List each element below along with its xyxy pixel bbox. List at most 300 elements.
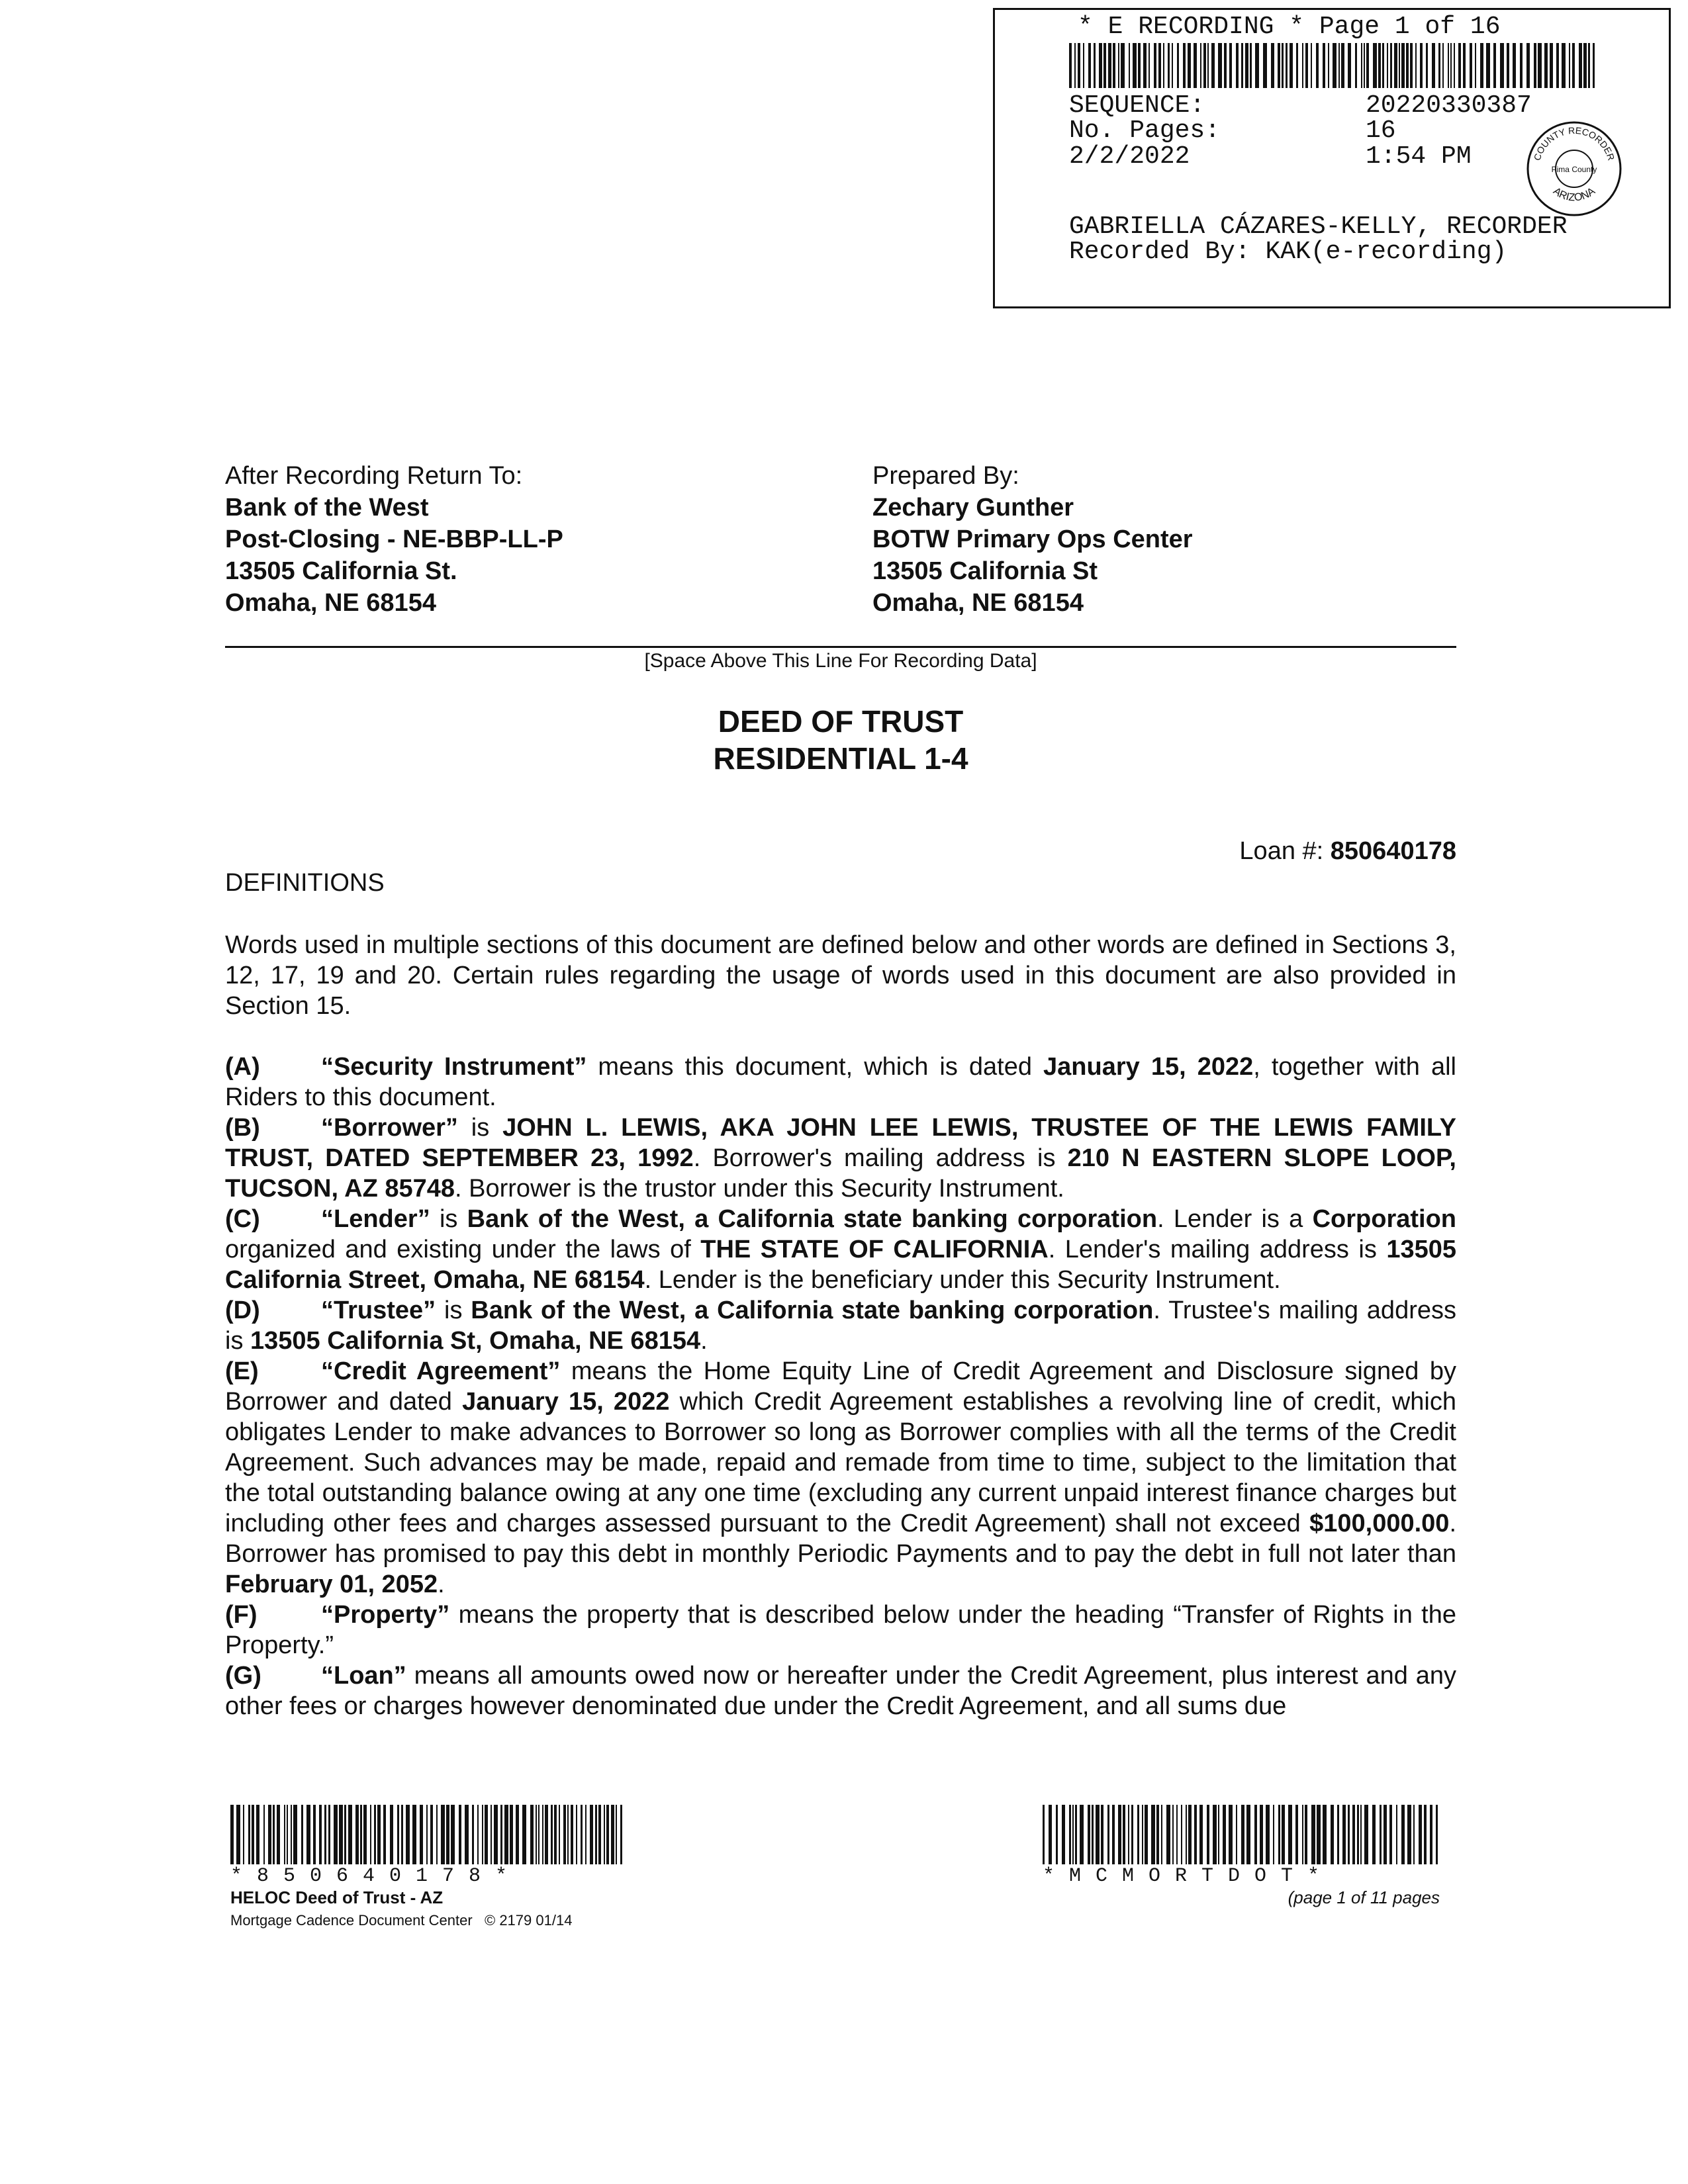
- definitions-heading: DEFINITIONS: [225, 869, 385, 897]
- barcode-bar: [390, 1805, 393, 1864]
- barcode-bar: [1305, 1805, 1307, 1864]
- barcode-bar: [551, 1805, 553, 1864]
- barcode-bar: [1229, 1805, 1233, 1864]
- barcode-bar: [611, 1805, 614, 1864]
- barcode-bar: [1168, 43, 1170, 88]
- barcode-bar: [1118, 1805, 1121, 1864]
- title-line-1: DEED OF TRUST: [718, 704, 964, 739]
- seal-bottom-text: ARIZONA: [1551, 185, 1597, 204]
- barcode-bar: [504, 1805, 508, 1864]
- maturity-date: February 01, 2052: [225, 1570, 438, 1598]
- barcode-bar: [1188, 1805, 1192, 1864]
- agreement-date: January 15, 2022: [462, 1388, 670, 1416]
- barcode-bar: [236, 1805, 240, 1864]
- barcode-bar: [1588, 43, 1590, 88]
- barcode-bar: [1337, 1805, 1339, 1864]
- barcode-bar: [1366, 43, 1369, 88]
- barcode-bar: [1507, 43, 1509, 88]
- barcode-bar: [436, 1805, 438, 1864]
- barcode-bar: [1463, 43, 1466, 88]
- definition-text: is: [457, 1114, 503, 1142]
- document-title: [225, 703, 1456, 777]
- return-to-block: [225, 460, 563, 619]
- recording-space-divider: [225, 646, 1456, 648]
- barcode-bar: [1338, 43, 1340, 88]
- barcode-bar: [1361, 43, 1362, 88]
- barcode-bar: [1078, 43, 1080, 88]
- sequence-value: 20220330387: [1366, 91, 1532, 120]
- return-to-line: Bank of the West: [225, 494, 429, 522]
- footer-right: [1043, 1805, 1440, 1908]
- loan-barcode: [230, 1805, 628, 1864]
- barcode-bar: [1129, 43, 1130, 88]
- barcode-bar: [581, 1805, 583, 1864]
- defined-term: “Borrower”: [321, 1114, 458, 1142]
- barcode-bar: [620, 1805, 622, 1864]
- barcode-bar: [1154, 43, 1156, 88]
- lender-state: THE STATE OF CALIFORNIA: [700, 1236, 1049, 1263]
- barcode-bar: [1430, 1805, 1432, 1864]
- barcode-bar: [1166, 1805, 1170, 1864]
- barcode-bar: [1181, 1805, 1182, 1864]
- barcode-bar: [1254, 1805, 1257, 1864]
- barcode-bar: [545, 1805, 548, 1864]
- barcode-bar: [1396, 1805, 1397, 1864]
- barcode-bar: [1534, 43, 1536, 88]
- barcode-bar: [344, 1805, 346, 1864]
- barcode-bar: [1364, 1805, 1368, 1864]
- definition-label: (A): [225, 1053, 260, 1081]
- definition-text: . Lender's mailing address is: [1048, 1236, 1387, 1263]
- barcode-bar: [567, 1805, 569, 1864]
- barcode-bar: [1569, 43, 1570, 88]
- recording-header: * E RECORDING * Page 1 of 16: [1078, 13, 1501, 41]
- barcode-bar: [1172, 43, 1173, 88]
- barcode-bar: [1088, 1805, 1090, 1864]
- barcode-bar: [1382, 43, 1384, 88]
- barcode-bar: [1323, 1805, 1327, 1864]
- barcode-bar: [1364, 43, 1365, 88]
- defined-term: “Credit Agreement”: [321, 1357, 561, 1385]
- barcode-bar: [360, 1805, 362, 1864]
- barcode-bar: [1273, 1805, 1274, 1864]
- form-number: © 2179 01/14: [485, 1912, 573, 1929]
- intro-paragraph: Words used in multiple sections of this document are defined below and other words are defined in Sections 3, 12, 17, 19 and 20. Certain rules regarding the usage of words used in this document are also provided in Section 15.: [225, 931, 1456, 1020]
- barcode-bar: [1203, 43, 1206, 88]
- barcode-bar: [355, 1805, 359, 1864]
- barcode-bar: [1049, 1805, 1052, 1864]
- barcode-bar: [1372, 1805, 1376, 1864]
- barcode-bar: [1161, 1805, 1162, 1864]
- barcode-bar: [1432, 43, 1435, 88]
- barcode-bar: [1572, 43, 1575, 88]
- barcode-bar: [334, 1805, 338, 1864]
- barcode-bar: [1218, 1805, 1219, 1864]
- barcode-bar: [1470, 43, 1472, 88]
- definition-f: [225, 1600, 1456, 1661]
- barcode-bar: [1069, 43, 1072, 88]
- barcode-bar: [1311, 43, 1312, 88]
- barcode-bar: [1194, 43, 1197, 88]
- definition-label: (D): [225, 1297, 260, 1324]
- barcode-bar: [1112, 1805, 1115, 1864]
- recording-barcode: [1069, 43, 1599, 88]
- barcode-bar: [1348, 43, 1351, 88]
- barcode-bar: [1426, 43, 1428, 88]
- recording-time: 1:54 PM: [1366, 142, 1472, 171]
- barcode-bar: [374, 1805, 376, 1864]
- barcode-bar: [1158, 43, 1161, 88]
- barcode-bar: [446, 1805, 449, 1864]
- barcode-bar: [1245, 43, 1248, 88]
- barcode-bar: [313, 1805, 316, 1864]
- barcode-bar: [576, 1805, 577, 1864]
- barcode-bar: [516, 1805, 519, 1864]
- credit-limit: $100,000.00: [1309, 1510, 1450, 1537]
- barcode-bar: [1183, 43, 1186, 88]
- barcode-bar: [1278, 43, 1280, 88]
- footer-left: [230, 1805, 628, 1929]
- barcode-bar: [401, 1805, 403, 1864]
- barcode-bar: [1341, 43, 1344, 88]
- svg-text:COUNTY RECORDER: [1532, 125, 1617, 162]
- barcode-bar: [1526, 43, 1530, 88]
- barcode-bar: [1137, 1805, 1139, 1864]
- barcode-bar: [1286, 43, 1288, 88]
- barcode-bar: [1450, 43, 1452, 88]
- barcode-bar: [1069, 1805, 1071, 1864]
- return-to-heading: After Recording Return To:: [225, 462, 523, 490]
- barcode-bar: [616, 1805, 617, 1864]
- definitions-body: [225, 930, 1456, 1721]
- sequence-label: SEQUENCE:: [1069, 91, 1205, 120]
- barcode-bar: [324, 1805, 326, 1864]
- barcode-bar: [1246, 1805, 1250, 1864]
- document-barcode: [1043, 1805, 1440, 1864]
- barcode-bar: [1271, 43, 1274, 88]
- definition-text: .: [700, 1327, 708, 1355]
- barcode-bar: [1360, 1805, 1362, 1864]
- barcode-bar: [1475, 43, 1476, 88]
- barcode-bar: [1401, 1805, 1405, 1864]
- space-above-note: [Space Above This Line For Recording Data]: [644, 650, 1037, 672]
- barcode-bar: [1092, 1805, 1094, 1864]
- barcode-bar: [1305, 43, 1308, 88]
- barcode-bar: [1199, 1805, 1203, 1864]
- barcode-bar: [293, 1805, 297, 1864]
- barcode-bar: [1454, 43, 1455, 88]
- prepared-by-line: BOTW Primary Ops Center: [872, 525, 1193, 553]
- barcode-bar: [1389, 1805, 1392, 1864]
- definition-label: (E): [225, 1357, 259, 1385]
- barcode-bar: [273, 1805, 275, 1864]
- prepared-by-heading: Prepared By:: [872, 462, 1019, 490]
- barcode-bar: [370, 1805, 371, 1864]
- barcode-bar: [1088, 43, 1091, 88]
- barcode-bar: [1133, 43, 1137, 88]
- barcode-bar: [248, 1805, 250, 1864]
- barcode-bar: [530, 1805, 534, 1864]
- barcode-bar: [430, 1805, 433, 1864]
- prepared-by-line: Zechary Gunther: [872, 494, 1074, 522]
- definition-text: is: [436, 1297, 471, 1324]
- barcode-bar: [1407, 1805, 1411, 1864]
- barcode-bar: [1218, 43, 1222, 88]
- barcode-bar: [1538, 43, 1542, 88]
- recorder-name: GABRIELLA CÁZARES-KELLY, RECORDER: [1069, 212, 1568, 241]
- barcode-bar: [1302, 43, 1303, 88]
- barcode-bar: [1373, 43, 1377, 88]
- barcode-bar: [1480, 43, 1483, 88]
- prepared-by-line: Omaha, NE 68154: [872, 589, 1084, 617]
- barcode-bar: [441, 1805, 445, 1864]
- barcode-bar: [1579, 43, 1582, 88]
- barcode-bar: [1394, 43, 1397, 88]
- defined-term: “Property”: [321, 1601, 450, 1629]
- barcode-bar: [1224, 43, 1227, 88]
- barcode-bar: [482, 1805, 483, 1864]
- barcode-bar: [339, 1805, 343, 1864]
- barcode-bar: [1062, 1805, 1065, 1864]
- barcode-bar: [306, 1805, 310, 1864]
- barcode-bar: [1401, 43, 1405, 88]
- definition-text: means the Home Equity Line of Credit Agreement and Disclosure signed by Borrower and dated: [225, 1357, 1456, 1416]
- lender-entity-type: Corporation: [1312, 1205, 1457, 1233]
- barcode-bar: [1094, 43, 1096, 88]
- svg-text:ARIZONA: [1551, 185, 1597, 203]
- barcode-bar: [585, 1805, 586, 1864]
- barcode-bar: [1229, 43, 1232, 88]
- definition-text: . Lender is the beneficiary under this Security Instrument.: [644, 1266, 1281, 1294]
- barcode-bar: [1448, 43, 1449, 88]
- barcode-bar: [1143, 43, 1147, 88]
- barcode-bar: [1556, 43, 1559, 88]
- barcode-bar: [1260, 1805, 1263, 1864]
- barcode-bar: [1207, 1805, 1209, 1864]
- barcode-bar: [500, 1805, 502, 1864]
- barcode-bar: [363, 1805, 367, 1864]
- definition-c: [225, 1204, 1456, 1295]
- loan-label: Loan #:: [1239, 837, 1324, 865]
- definition-label: (B): [225, 1114, 260, 1142]
- definition-text: , together with all Riders to this document.: [225, 1053, 1456, 1111]
- barcode-bar: [1142, 1805, 1143, 1864]
- barcode-bar: [1296, 43, 1298, 88]
- barcode-bar: [1211, 43, 1215, 88]
- definition-text: means the property that is described below under the heading “Transfer of Rights in the Property.”: [225, 1601, 1456, 1659]
- barcode-bar: [604, 1805, 605, 1864]
- barcode-bar: [1080, 1805, 1084, 1864]
- barcode-bar: [1406, 43, 1409, 88]
- barcode-bar: [472, 1805, 474, 1864]
- borrower-name: JOHN L. LEWIS, AKA JOHN LEE LEWIS, TRUSTEE OF THE LEWIS FAMILY TRUST, DATED SEPTEMBER 23, 1992: [225, 1114, 1456, 1172]
- barcode-bar: [1352, 1805, 1355, 1864]
- barcode-bar: [1282, 1805, 1285, 1864]
- definition-e: [225, 1356, 1456, 1600]
- barcode-bar: [1355, 43, 1357, 88]
- seal-top-text: COUNTY RECORDER: [1531, 124, 1617, 162]
- barcode-bar: [1486, 43, 1490, 88]
- barcode-bar: [1056, 1805, 1058, 1864]
- barcode-bar: [1101, 1805, 1103, 1864]
- barcode-bar: [1410, 43, 1413, 88]
- page-indicator: (page 1 of 11 pages: [1288, 1888, 1440, 1907]
- barcode-bar: [328, 1805, 330, 1864]
- barcode-bar: [536, 1805, 537, 1864]
- barcode-bar: [1151, 1805, 1155, 1864]
- barcode-bar: [1282, 43, 1284, 88]
- barcode-bar: [1289, 43, 1293, 88]
- definition-label: (F): [225, 1601, 258, 1629]
- document-barcode-text: *MCMORTDOT*: [1043, 1865, 1335, 1888]
- definition-text: . Lender is a: [1157, 1205, 1313, 1233]
- barcode-bar: [1311, 1805, 1315, 1864]
- pages-label: No. Pages:: [1069, 116, 1221, 145]
- barcode-bar: [1500, 43, 1504, 88]
- barcode-bar: [1436, 1805, 1438, 1864]
- barcode-bar: [538, 1805, 539, 1864]
- barcode-bar: [1108, 43, 1111, 88]
- return-to-line: 13505 California St.: [225, 557, 457, 585]
- barcode-bar: [1333, 43, 1336, 88]
- barcode-bar: [1163, 43, 1164, 88]
- barcode-bar: [1223, 1805, 1226, 1864]
- barcode-bar: [1096, 1805, 1100, 1864]
- barcode-bar: [1438, 43, 1440, 88]
- barcode-bar: [1083, 43, 1084, 88]
- barcode-bar: [383, 1805, 386, 1864]
- barcode-bar: [1207, 43, 1209, 88]
- barcode-bar: [277, 1805, 280, 1864]
- barcode-bar: [1263, 43, 1267, 88]
- barcode-bar: [1513, 43, 1516, 88]
- definition-b: [225, 1113, 1456, 1204]
- county-seal-icon: [1524, 119, 1624, 218]
- barcode-bar: [1128, 1805, 1129, 1864]
- pages-value: 16: [1366, 116, 1396, 145]
- barcode-bar: [1156, 1805, 1159, 1864]
- barcode-bar: [554, 1805, 557, 1864]
- definition-label: (C): [225, 1205, 260, 1233]
- barcode-bar: [571, 1805, 573, 1864]
- barcode-bar: [1172, 1805, 1174, 1864]
- barcode-bar: [1383, 1805, 1387, 1864]
- barcode-bar: [1378, 43, 1381, 88]
- barcode-bar: [522, 1805, 526, 1864]
- defined-term: “Security Instrument”: [321, 1053, 587, 1081]
- barcode-bar: [1316, 43, 1319, 88]
- loan-number-value: 850640178: [1330, 837, 1456, 865]
- barcode-bar: [426, 1805, 428, 1864]
- form-source: [230, 1912, 628, 1929]
- barcode-bar: [397, 1805, 399, 1864]
- barcode-bar: [420, 1805, 423, 1864]
- barcode-bar: [559, 1805, 560, 1864]
- barcode-bar: [319, 1805, 322, 1864]
- definition-text: . Borrower has promised to pay this debt in monthly Periodic Payments and to pay the debt in full not later than: [225, 1510, 1456, 1568]
- definition-text: .: [438, 1570, 445, 1598]
- barcode-bar: [1424, 1805, 1427, 1864]
- return-to-line: Post-Closing - NE-BBP-LL-P: [225, 525, 563, 553]
- barcode-bar: [1255, 43, 1259, 88]
- barcode-bar: [451, 1805, 455, 1864]
- barcode-bar: [595, 1805, 597, 1864]
- barcode-bar: [1236, 43, 1239, 88]
- barcode-bar: [1562, 43, 1566, 88]
- barcode-bar: [1442, 43, 1444, 88]
- barcode-bar: [1138, 43, 1141, 88]
- barcode-bar: [1520, 43, 1523, 88]
- barcode-bar: [348, 1805, 352, 1864]
- trustee-name: Bank of the West, a California state banking corporation: [471, 1297, 1154, 1324]
- defined-term: “Lender”: [321, 1205, 430, 1233]
- barcode-bar: [1302, 1805, 1303, 1864]
- barcode-bar: [598, 1805, 601, 1864]
- prepared-by-line: 13505 California St: [872, 557, 1098, 585]
- barcode-bar: [1550, 43, 1553, 88]
- barcode-bar: [1390, 43, 1392, 88]
- return-to-line: Omaha, NE 68154: [225, 589, 436, 617]
- lender-name: Bank of the West, a California state banking corporation: [467, 1205, 1158, 1233]
- prepared-by-block: [872, 460, 1193, 619]
- barcode-bar: [1420, 43, 1423, 88]
- barcode-bar: [1413, 1805, 1415, 1864]
- barcode-bar: [1593, 43, 1595, 88]
- barcode-bar: [1458, 43, 1461, 88]
- barcode-bar: [1176, 1805, 1178, 1864]
- barcode-bar: [1149, 43, 1150, 88]
- definition-label: (G): [225, 1662, 261, 1690]
- barcode-bar: [465, 1805, 469, 1864]
- barcode-bar: [1200, 43, 1201, 88]
- definition-d: [225, 1295, 1456, 1356]
- barcode-bar: [1250, 43, 1252, 88]
- barcode-bar: [1118, 43, 1119, 88]
- barcode-bar: [1099, 43, 1102, 88]
- barcode-bar: [1188, 43, 1191, 88]
- barcode-bar: [406, 1805, 410, 1864]
- barcode-bar: [1103, 43, 1106, 88]
- barcode-bar: [1043, 1805, 1045, 1864]
- barcode-bar: [1236, 1805, 1237, 1864]
- definition-text: means this document, which is dated: [586, 1053, 1044, 1081]
- barcode-bar: [459, 1805, 461, 1864]
- barcode-bar: [1241, 1805, 1244, 1864]
- definition-text: is: [430, 1205, 467, 1233]
- trustee-address: 13505 California St, Omaha, NE 68154: [250, 1327, 701, 1355]
- barcode-bar: [291, 1805, 292, 1864]
- form-name: HELOC Deed of Trust - AZ: [230, 1888, 444, 1907]
- barcode-bar: [491, 1805, 492, 1864]
- barcode-bar: [263, 1805, 265, 1864]
- barcode-bar: [477, 1805, 479, 1864]
- barcode-bar: [230, 1805, 234, 1864]
- barcode-bar: [1380, 1805, 1382, 1864]
- recorder-stamp: [993, 8, 1671, 308]
- barcode-bar: [1317, 1805, 1321, 1864]
- barcode-bar: [1583, 43, 1587, 88]
- definition-text: means all amounts owed now or hereafter under the Credit Agreement, plus interest and any other fees or charges however denominated due under the Credit Agreement, and all sums due: [225, 1662, 1456, 1720]
- defined-term: “Trustee”: [321, 1297, 436, 1324]
- barcode-bar: [1131, 1805, 1133, 1864]
- barcode-bar: [252, 1805, 254, 1864]
- barcode-bar: [1213, 1805, 1217, 1864]
- barcode-bar: [1123, 1805, 1125, 1864]
- barcode-bar: [1323, 43, 1325, 88]
- defined-term: “Loan”: [321, 1662, 406, 1690]
- barcode-bar: [301, 1805, 303, 1864]
- barcode-bar: [1348, 1805, 1350, 1864]
